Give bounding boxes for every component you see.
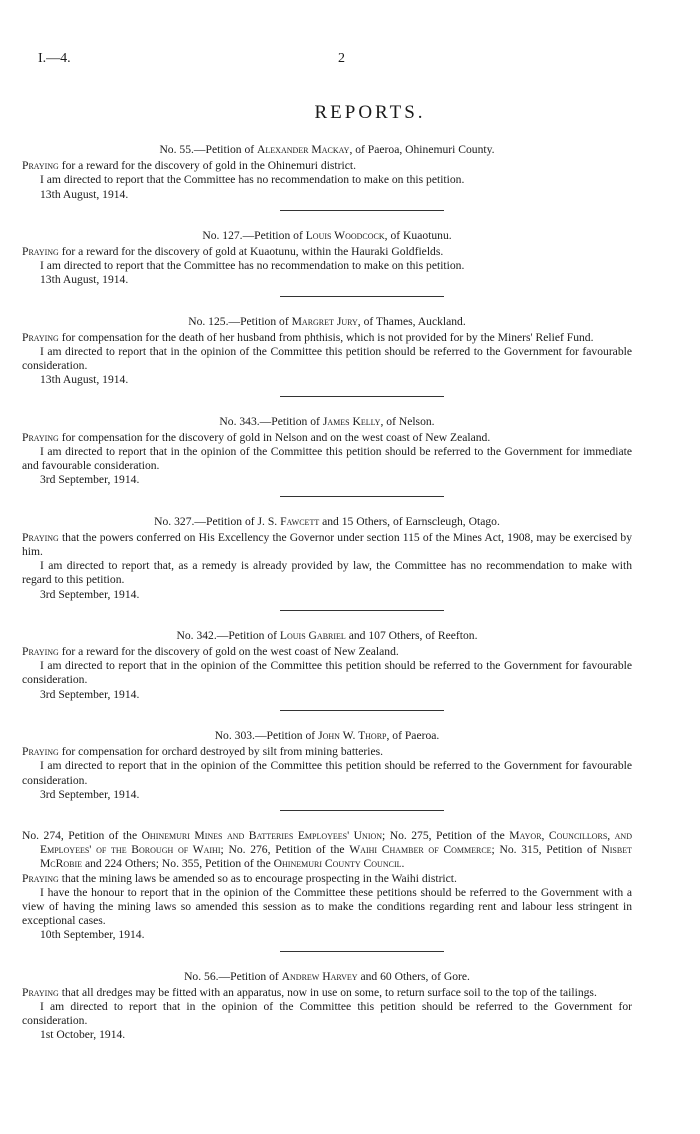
report-date: 13th August, 1914. — [40, 273, 129, 287]
praying-paragraph: Praying for a reward for the discovery of gold on the west coast of New Zealand. — [22, 645, 399, 659]
report-date: 13th August, 1914. — [40, 187, 129, 201]
divider-rule — [280, 710, 444, 711]
report-date: 3rd September, 1914. — [40, 587, 140, 601]
report-paragraph: I am directed to report that, as a remedy is already provided by law, the Committee has no recommendation to make with regard to this petition. — [22, 559, 632, 587]
page-title: REPORTS. — [314, 102, 426, 123]
report-paragraph: I am directed to report that in the opinion of the Committee this petition should be referred to the Government for consideration. — [22, 999, 632, 1028]
report-paragraph: I am directed to report that in the opinion of the Committee this petition should be referred to the Government for immediate and favourable consideration. — [22, 445, 632, 473]
report-date: 13th August, 1914. — [40, 373, 129, 387]
report-paragraph: I am directed to report that in the opinion of the Committee this petition should be referred to the Government for favourable consideration. — [22, 759, 632, 787]
praying-paragraph: Praying for a reward for the discovery of gold in the Ohinemuri district. — [22, 159, 356, 173]
petition-entry — [22, 315, 632, 397]
document-reference: I.—4. — [38, 51, 71, 66]
petitioner-name: Nisbet McRobie — [40, 843, 632, 871]
petitioner-name: John W. Thorp — [318, 728, 387, 742]
praying-paragraph: Praying that the mining laws be amended so as to encourage prospecting in the Waihi district. — [22, 871, 457, 885]
divider-rule — [280, 810, 444, 811]
petition-heading: No. 274, Petition of the Ohinemuri Mines and Batteries Employees' Union; No. 275, Petition of the Mayor, Councillors, and Employees' of the Borough of Waihi; No. 276, Petition of the Waihi Chamber of Commerce; No. 315, Petition of Nisbet McRobie and 224 Others; No. 355, Petition of the Ohinemuri County Council. — [22, 828, 632, 871]
petitioner-name: James Kelly — [322, 414, 381, 428]
praying-paragraph: Praying for compensation for the discovery of gold in Nelson and on the west coast of New Zealand. — [22, 430, 491, 444]
report-date: 1st October, 1914. — [40, 1028, 126, 1042]
petition-heading: No. 125.—Petition of Margret Jury, of Thames, Auckland. — [188, 314, 466, 328]
divider-rule — [280, 951, 444, 952]
report-date: 3rd September, 1914. — [40, 687, 140, 701]
petitioner-name: Ohinemuri County Council — [273, 857, 402, 871]
petitioner-name: Louis Gabriel — [279, 628, 346, 642]
petition-entry — [22, 729, 632, 811]
reports-body — [22, 143, 632, 1043]
petition-heading: No. 55.—Petition of Alexander Mackay, of Paeroa, Ohinemuri County. — [159, 143, 495, 156]
report-paragraph: I have the honour to report that in the opinion of the Committee these petitions should be referred to the Government with a view of having the mining laws so amended this session as to make the conditions regarding rent and labour less stringent in exceptional cases. — [22, 885, 632, 928]
praying-paragraph: Praying for a reward for the discovery of gold at Kuaotunu, within the Hauraki Goldfields. — [22, 245, 444, 259]
petition-heading: No. 127.—Petition of Louis Woodcock, of Kuaotunu. — [202, 228, 452, 242]
petition-entry — [22, 970, 632, 1043]
petition-entry — [22, 415, 632, 497]
petition-entry — [22, 143, 632, 211]
petitioner-name: Alexander Mackay — [257, 143, 350, 156]
petition-heading: No. 343.—Petition of James Kelly, of Nelson. — [219, 414, 435, 428]
divider-rule — [280, 496, 444, 497]
petitioner-name: Mayor, Councillors, and Employees' of the Borough of Waihi — [40, 828, 632, 857]
petitioner-name: J. S. Fawcett — [257, 514, 320, 528]
praying-paragraph: Praying for compensation for orchard destroyed by silt from mining batteries. — [22, 745, 384, 759]
report-date: 10th September, 1914. — [40, 928, 145, 942]
report-paragraph: I am directed to report that the Committee has no recommendation to make on this petition. — [40, 259, 465, 273]
report-paragraph: I am directed to report that in the opinion of the Committee this petition should be referred to the Government for favourable consideration. — [22, 659, 632, 687]
petition-entry — [22, 515, 632, 611]
report-date: 3rd September, 1914. — [40, 473, 140, 487]
petitioner-name: Waihi Chamber of Commerce — [349, 843, 492, 857]
praying-paragraph: Praying for compensation for the death of her husband from phthisis, which is not provided for by the Miners' Relief Fund. — [22, 330, 594, 344]
praying-paragraph: Praying that all dredges may be fitted with an apparatus, now in use on some, to return surface soil to the top of the tailings. — [22, 985, 597, 999]
divider-rule — [280, 610, 444, 611]
petitioner-name: Louis Woodcock — [305, 228, 385, 242]
petition-entry-combined — [22, 829, 632, 952]
petition-heading: No. 303.—Petition of John W. Thorp, of Paeroa. — [214, 728, 440, 742]
report-paragraph: I am directed to report that in the opinion of the Committee this petition should be referred to the Government for favourable consideration. — [22, 345, 632, 373]
petition-heading: No. 342.—Petition of Louis Gabriel and 107 Others, of Reefton. — [176, 628, 478, 642]
report-date: 3rd September, 1914. — [40, 787, 140, 801]
petition-entry — [22, 629, 632, 711]
petitioner-name: Ohinemuri Mines and Batteries Employees' Union — [141, 828, 383, 842]
petitioner-name: Andrew Harvey — [281, 969, 358, 983]
petition-entry — [22, 229, 632, 297]
petition-heading: No. 56.—Petition of Andrew Harvey and 60 Others, of Gore. — [184, 969, 470, 983]
petition-heading: No. 327.—Petition of J. S. Fawcett and 15 Others, of Earnscleugh, Otago. — [154, 514, 500, 528]
page-number: 2 — [338, 51, 345, 66]
divider-rule — [280, 396, 444, 397]
divider-rule — [280, 210, 444, 211]
praying-paragraph: Praying that the powers conferred on His Excellency the Governor under section 115 of the Mines Act, 1908, may be exercised by him. — [22, 530, 632, 559]
report-paragraph: I am directed to report that the Committee has no recommendation to make on this petition. — [40, 173, 465, 187]
divider-rule — [280, 296, 444, 297]
petitioner-name: Margret Jury — [291, 314, 358, 328]
